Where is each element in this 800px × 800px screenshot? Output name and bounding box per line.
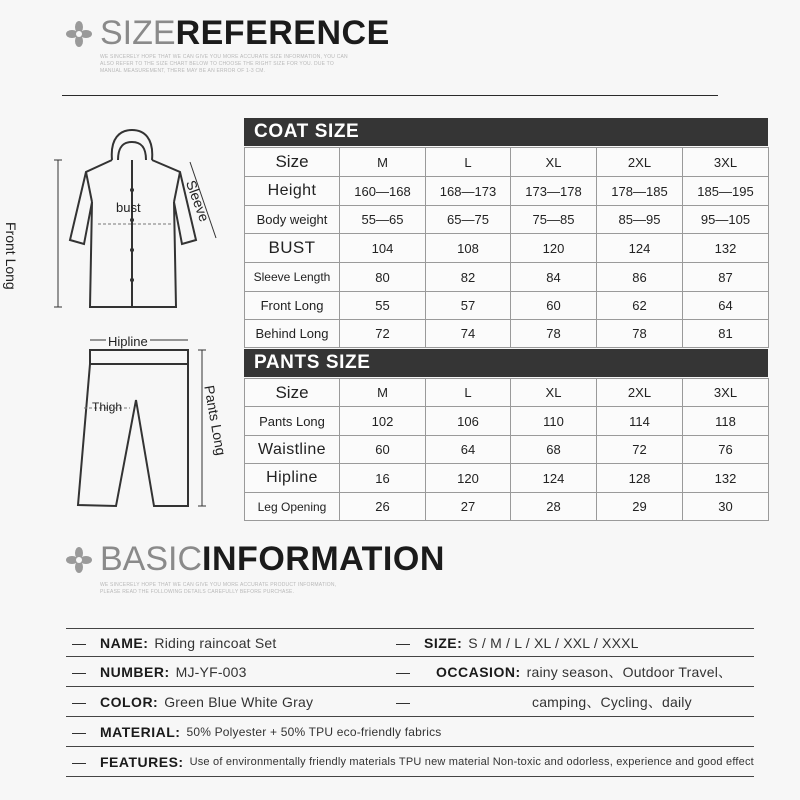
table-cell: 72 [340, 320, 426, 348]
features-label: FEATURES: [100, 754, 184, 770]
table-row [245, 436, 769, 464]
table-row [245, 263, 769, 292]
table-cell: 118 [683, 407, 769, 436]
table-cell: 76 [683, 436, 769, 464]
table-row [245, 206, 769, 234]
table-cell: 78 [511, 320, 597, 348]
table-cell: 132 [683, 464, 769, 493]
info-row-color [66, 688, 754, 717]
dash-marker: — [396, 664, 410, 680]
material-label: MATERIAL: [100, 724, 181, 740]
table-cell: 64 [683, 292, 769, 320]
table-header-row [245, 379, 769, 407]
basic-information-heading [66, 540, 445, 579]
dash-marker: — [72, 694, 86, 710]
row-label: Behind Long [245, 320, 340, 348]
table-cell: 95—105 [683, 206, 769, 234]
bust-label: bust [116, 200, 141, 215]
dash-marker: — [72, 724, 86, 740]
coat-size-title: COAT SIZE [244, 118, 768, 146]
table-cell: 60 [511, 292, 597, 320]
table-cell: 124 [597, 234, 683, 263]
header-cell: XL [511, 148, 597, 177]
material-value: 50% Polyester + 50% TPU eco-friendly fabrics [186, 725, 442, 739]
table-cell: 120 [511, 234, 597, 263]
row-label: Body weight [245, 206, 340, 234]
size-reference-title-light: SIZE [100, 14, 176, 52]
sleeve-label: Sleeve [182, 178, 213, 224]
header-cell: XL [511, 379, 597, 407]
color-label: COLOR: [100, 694, 159, 710]
row-label: Leg Opening [245, 493, 340, 521]
size-reference-title-bold: REFERENCE [175, 14, 390, 52]
size-value: S / M / L / XL / XXL / XXXL [468, 635, 639, 651]
table-cell: 26 [340, 493, 426, 521]
row-label: Pants Long [245, 407, 340, 436]
pants-long-label: Pants Long [201, 384, 230, 457]
pants-size-title: PANTS SIZE [244, 349, 768, 377]
table-cell: 16 [340, 464, 426, 493]
table-cell: 82 [426, 263, 511, 292]
table-cell: 75—85 [511, 206, 597, 234]
table-cell: 108 [426, 234, 511, 263]
size-reference-heading [66, 14, 390, 53]
table-cell: 106 [426, 407, 511, 436]
table-header-row [245, 148, 769, 177]
table-cell: 87 [683, 263, 769, 292]
header-cell: M [340, 148, 426, 177]
dash-marker: — [396, 694, 410, 710]
table-cell: 68 [511, 436, 597, 464]
table-row [245, 493, 769, 521]
table-cell: 55—65 [340, 206, 426, 234]
basic-information-title-light: BASIC [100, 540, 203, 578]
size-label: SIZE: [424, 635, 463, 651]
table-cell: 80 [340, 263, 426, 292]
row-label: Hipline [245, 464, 340, 493]
table-cell: 173—178 [511, 177, 597, 206]
flower-icon [66, 547, 92, 573]
table-cell: 57 [426, 292, 511, 320]
table-cell: 64 [426, 436, 511, 464]
table-cell: 27 [426, 493, 511, 521]
coat-diagram [40, 120, 240, 320]
header-cell: 2XL [597, 148, 683, 177]
table-cell: 86 [597, 263, 683, 292]
info-row-features [66, 748, 754, 777]
info-row-name-size [66, 628, 754, 657]
header-cell: 3XL [683, 379, 769, 407]
table-cell: 78 [597, 320, 683, 348]
header-cell: 3XL [683, 148, 769, 177]
table-cell: 104 [340, 234, 426, 263]
table-cell: 160—168 [340, 177, 426, 206]
table-cell: 62 [597, 292, 683, 320]
pants-diagram [70, 330, 220, 515]
number-value: MJ-YF-003 [175, 664, 247, 680]
table-cell: 120 [426, 464, 511, 493]
table-cell: 72 [597, 436, 683, 464]
table-cell: 185—195 [683, 177, 769, 206]
features-value: Use of environmentally friendly materials TPU new material Non-toxic and odorless, experience and good effect [189, 756, 754, 768]
number-label: NUMBER: [100, 664, 170, 680]
table-cell: 29 [597, 493, 683, 521]
table-cell: 128 [597, 464, 683, 493]
dash-marker: — [72, 635, 86, 651]
table-row [245, 320, 769, 348]
row-label: Height [245, 177, 340, 206]
table-row [245, 407, 769, 436]
table-cell: 85—95 [597, 206, 683, 234]
name-label: NAME: [100, 635, 149, 651]
basic-information-fine-print: WE SINCERELY HOPE THAT WE CAN GIVE YOU MORE ACCURATE PRODUCT INFORMATION, PLEASE READ THE FOLLOWING DETAILS CAREFULLY BEFORE PURCHASE. [100, 582, 337, 595]
table-cell: 55 [340, 292, 426, 320]
row-label: Front Long [245, 292, 340, 320]
flower-icon [66, 21, 92, 47]
table-cell: 74 [426, 320, 511, 348]
occasion-label: OCCASION: [436, 664, 521, 680]
row-label: Sleeve Length [245, 263, 340, 292]
thigh-label: Thigh [92, 400, 123, 414]
table-row [245, 234, 769, 263]
header-cell: Size [245, 379, 340, 407]
table-cell: 168—173 [426, 177, 511, 206]
info-row-number-occasion [66, 658, 754, 687]
color-value: Green Blue White Gray [164, 694, 314, 710]
table-cell: 114 [597, 407, 683, 436]
table-cell: 102 [340, 407, 426, 436]
dash-marker: — [72, 754, 86, 770]
dash-marker: — [72, 664, 86, 680]
size-reference-fine-print: WE SINCERELY HOPE THAT WE CAN GIVE YOU MORE ACCURATE SIZE INFORMATION, YOU CAN ALSO REFER TO THE SIZE CHART BELOW TO CHOOSE THE RIGHT SIZE FOR YOU. DUE TO MANUAL MEASUREMENT, THERE MAY BE AN ERROR OF 1-3 CM. [100, 54, 348, 74]
header-cell: L [426, 148, 511, 177]
coat-size-table [244, 147, 769, 348]
name-value: Riding raincoat Set [154, 635, 277, 651]
info-row-material [66, 718, 754, 747]
table-cell: 132 [683, 234, 769, 263]
table-cell: 28 [511, 493, 597, 521]
table-row [245, 177, 769, 206]
table-row [245, 464, 769, 493]
row-label: BUST [245, 234, 340, 263]
table-cell: 110 [511, 407, 597, 436]
table-cell: 60 [340, 436, 426, 464]
occasion-value-continued: camping、Cycling、daily [532, 694, 692, 710]
header-cell: 2XL [597, 379, 683, 407]
pants-size-table [244, 378, 769, 521]
header-cell: Size [245, 148, 340, 177]
occasion-value: rainy season、Outdoor Travel、 [526, 664, 733, 680]
table-cell: 84 [511, 263, 597, 292]
header-cell: M [340, 379, 426, 407]
row-label: Waistline [245, 436, 340, 464]
front-long-label: Front Long [3, 222, 19, 290]
table-cell: 178—185 [597, 177, 683, 206]
table-cell: 81 [683, 320, 769, 348]
basic-information-title-bold: INFORMATION [202, 540, 445, 578]
table-cell: 124 [511, 464, 597, 493]
table-row [245, 292, 769, 320]
divider [62, 95, 718, 96]
dash-marker: — [396, 635, 410, 651]
table-cell: 65—75 [426, 206, 511, 234]
table-cell: 30 [683, 493, 769, 521]
header-cell: L [426, 379, 511, 407]
hipline-label: Hipline [108, 334, 148, 349]
